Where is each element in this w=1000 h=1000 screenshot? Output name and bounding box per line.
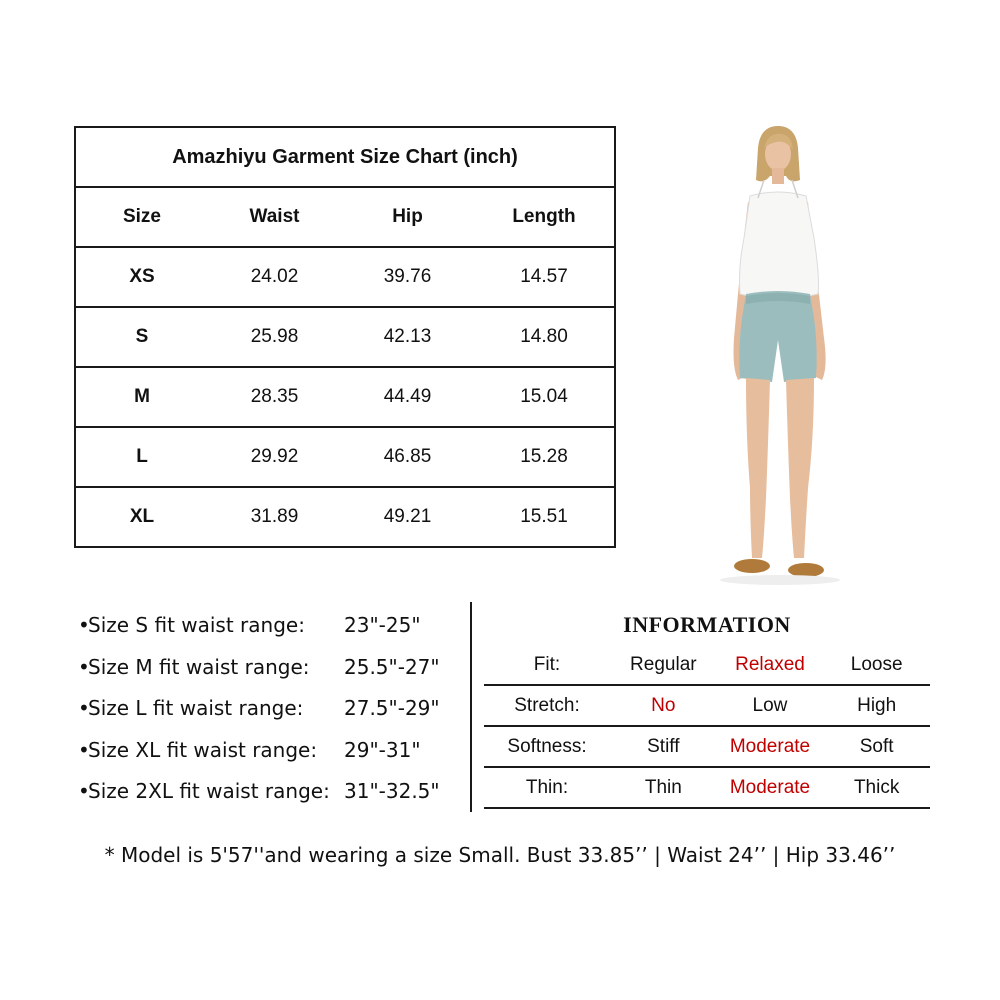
- fit-range-value: 23"-25": [344, 613, 421, 637]
- fit-range-label: Size L fit waist range:: [88, 696, 304, 720]
- size-cell: S: [75, 307, 208, 367]
- info-row-label: Fit:: [484, 645, 610, 685]
- hip-cell: 44.49: [341, 367, 474, 427]
- info-row-fit: [484, 645, 930, 685]
- hip-cell: 39.76: [341, 247, 474, 307]
- hip-cell: 42.13: [341, 307, 474, 367]
- information-table: [484, 645, 930, 809]
- info-row-softness: [484, 726, 930, 767]
- model-photo: [690, 118, 870, 598]
- info-option: Thin: [610, 767, 717, 808]
- table-row: [75, 307, 615, 367]
- info-option: Moderate: [717, 767, 824, 808]
- info-row-thin: [484, 767, 930, 808]
- list-item: [78, 645, 458, 687]
- info-row-stretch: [484, 685, 930, 726]
- table-row: [75, 487, 615, 547]
- waist-cell: 29.92: [208, 427, 341, 487]
- hip-cell: 46.85: [341, 427, 474, 487]
- header-length: Length: [474, 187, 615, 247]
- waist-range-list: [78, 603, 458, 811]
- size-chart-header-row: [75, 187, 615, 247]
- info-option: Regular: [610, 645, 717, 685]
- info-option: Thick: [823, 767, 930, 808]
- length-cell: 15.51: [474, 487, 615, 547]
- fit-range-value: 25.5"-27": [344, 654, 440, 679]
- length-cell: 14.57: [474, 247, 615, 307]
- bullet: •: [78, 654, 90, 679]
- info-option: Relaxed: [717, 645, 824, 685]
- list-item: [78, 769, 458, 811]
- list-item: [78, 728, 458, 770]
- size-cell: XS: [75, 247, 208, 307]
- length-cell: 14.80: [474, 307, 615, 367]
- info-option: Moderate: [717, 726, 824, 767]
- waist-cell: 28.35: [208, 367, 341, 427]
- fit-range-value: 27.5"-29": [344, 696, 440, 720]
- fit-range-label: Size 2XL fit waist range:: [88, 779, 330, 803]
- header-waist: Waist: [208, 187, 341, 247]
- bullet: •: [78, 779, 90, 803]
- bullet: •: [78, 696, 90, 720]
- info-option: Low: [717, 685, 824, 726]
- vertical-divider: [470, 602, 472, 812]
- header-size: Size: [75, 187, 208, 247]
- waist-cell: 25.98: [208, 307, 341, 367]
- bullet: •: [78, 613, 90, 637]
- list-item: [78, 686, 458, 728]
- size-chart-title: Amazhiyu Garment Size Chart (inch): [75, 127, 615, 187]
- fit-range-value: 29"-31": [344, 737, 421, 762]
- information-title: INFORMATION: [623, 612, 791, 637]
- size-cell: XL: [75, 487, 208, 547]
- size-cell: M: [75, 367, 208, 427]
- size-chart-table: [74, 126, 616, 548]
- fit-range-value: 31"-32.5": [344, 779, 440, 803]
- size-cell: L: [75, 427, 208, 487]
- info-option: High: [823, 685, 930, 726]
- info-row-label: Thin:: [484, 767, 610, 808]
- bullet: •: [78, 737, 90, 762]
- length-cell: 15.28: [474, 427, 615, 487]
- info-row-label: Stretch:: [484, 685, 610, 726]
- info-option: Stiff: [610, 726, 717, 767]
- model-note: * Model is 5'57''and wearing a size Small. Bust 33.85’’ | Waist 24’’ | Hip 33.46’’: [104, 843, 896, 867]
- info-option: Loose: [823, 645, 930, 685]
- info-option: Soft: [823, 726, 930, 767]
- hip-cell: 49.21: [341, 487, 474, 547]
- fit-range-label: Size XL fit waist range:: [88, 737, 318, 762]
- table-row: [75, 427, 615, 487]
- info-row-label: Softness:: [484, 726, 610, 767]
- fit-range-label: Size M fit waist range:: [88, 654, 310, 679]
- info-option: No: [610, 685, 717, 726]
- table-row: [75, 367, 615, 427]
- waist-cell: 24.02: [208, 247, 341, 307]
- fit-range-label: Size S fit waist range:: [88, 613, 305, 637]
- table-row: [75, 247, 615, 307]
- list-item: [78, 603, 458, 645]
- waist-cell: 31.89: [208, 487, 341, 547]
- length-cell: 15.04: [474, 367, 615, 427]
- header-hip: Hip: [341, 187, 474, 247]
